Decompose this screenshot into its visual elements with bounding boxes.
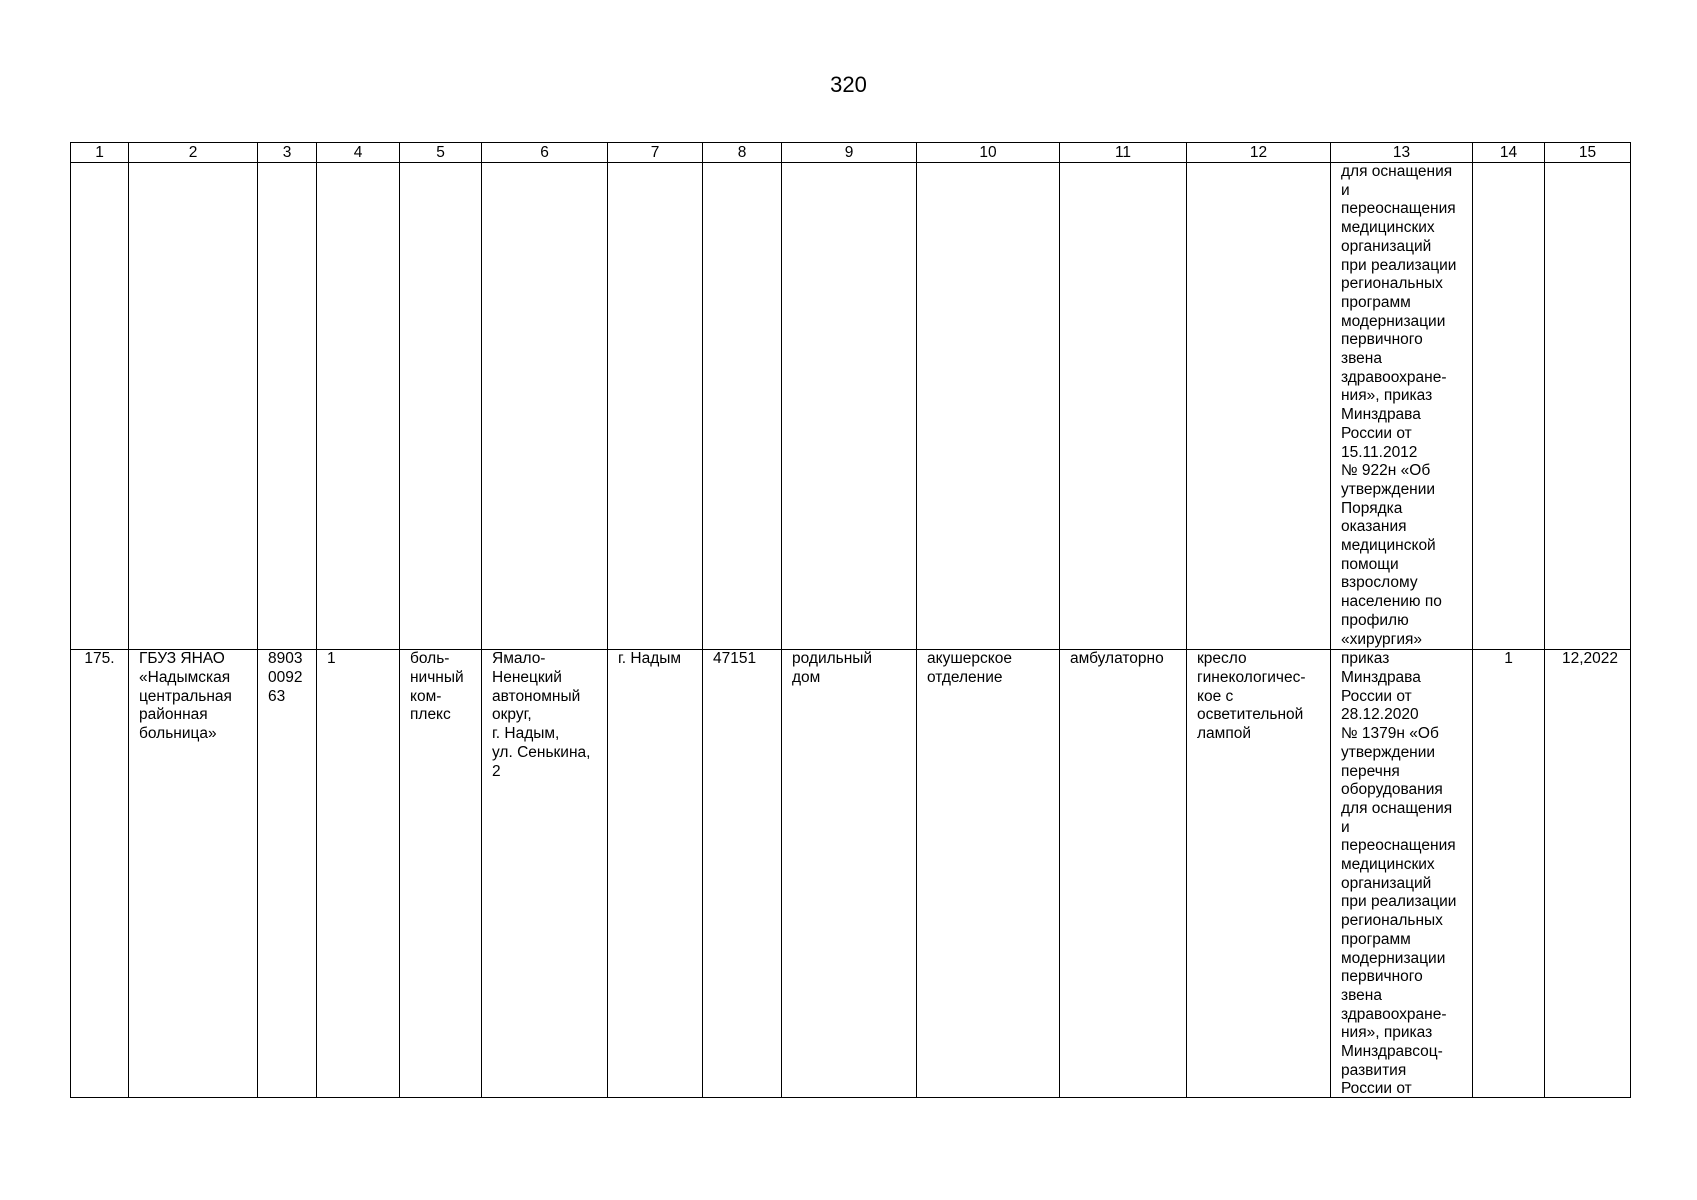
facility-type: боль- ничный ком- плекс (400, 650, 482, 1098)
table-cell (1331, 163, 1473, 650)
table-cell (1331, 650, 1473, 1098)
column-header: 12 (1187, 143, 1331, 163)
equipment-table (70, 142, 1631, 1098)
equipment-name: кресло гинекологичес- кое с осветительной лампой (1187, 650, 1331, 1098)
table-cell (608, 163, 703, 650)
date-value: 12,2022 (1545, 650, 1631, 1098)
table-cell (1473, 163, 1545, 650)
table-cell (917, 163, 1060, 650)
table-cell (1545, 163, 1631, 650)
column-header: 5 (400, 143, 482, 163)
address: Ямало- Ненецкий автономный округ, г. Надым, ул. Сенькина, 2 (482, 650, 608, 1098)
table-cell (400, 163, 482, 650)
column-header: 2 (129, 143, 258, 163)
table-cell (71, 163, 129, 650)
page-number: 320 (830, 72, 867, 97)
table-cell (1187, 163, 1331, 650)
column-header: 7 (608, 143, 703, 163)
column-header: 3 (258, 143, 317, 163)
inn-code: 8903 0092 63 (258, 650, 317, 1098)
column-header: 13 (1331, 143, 1473, 163)
organization-name: ГБУЗ ЯНАО «Надымская центральная районная больница» (129, 650, 258, 1098)
column-header: 1 (71, 143, 129, 163)
table-cell (129, 163, 258, 650)
column-header: 15 (1545, 143, 1631, 163)
table-cell (703, 163, 782, 650)
table-row (71, 650, 1631, 1098)
table-cell (1060, 163, 1187, 650)
table-cell (782, 163, 917, 650)
table-cell (317, 163, 400, 650)
quantity: 1 (1473, 650, 1545, 1098)
column-header: 4 (317, 143, 400, 163)
legal-basis-text: для оснащения и переоснащения медицинских организаций при реализации региональных программ модернизации первичного звена здравоохране- ния», приказ Минздрава России от 15.11.2012 № 922н «Об утверждении Порядка оказания медицинской помощи взрослому населению по профилю «хирургия» (1341, 163, 1457, 648)
table-cell (482, 163, 608, 650)
building-type: родильный дом (782, 650, 917, 1098)
column-header: 9 (782, 143, 917, 163)
table-cell (258, 163, 317, 650)
row-number: 175. (71, 650, 129, 1098)
care-type: амбулаторно (1060, 650, 1187, 1098)
legal-basis-text: приказ Минздрава России от 28.12.2020 № 1379н «Об утверждении перечня оборудования для оснащения и переоснащения медицинских организаций при реализации региональных программ модернизации первичного звена здравоохране- ния», приказ Минздравсоц- развития России от (1341, 650, 1457, 1098)
column-header: 11 (1060, 143, 1187, 163)
table-row (71, 163, 1631, 650)
oktmo-code: 47151 (703, 650, 782, 1098)
column-header: 10 (917, 143, 1060, 163)
city: г. Надым (608, 650, 703, 1098)
column-header: 6 (482, 143, 608, 163)
department: акушерское отделение (917, 650, 1060, 1098)
count-cell: 1 (317, 650, 400, 1098)
column-header: 14 (1473, 143, 1545, 163)
header-row (71, 143, 1631, 163)
column-header: 8 (703, 143, 782, 163)
